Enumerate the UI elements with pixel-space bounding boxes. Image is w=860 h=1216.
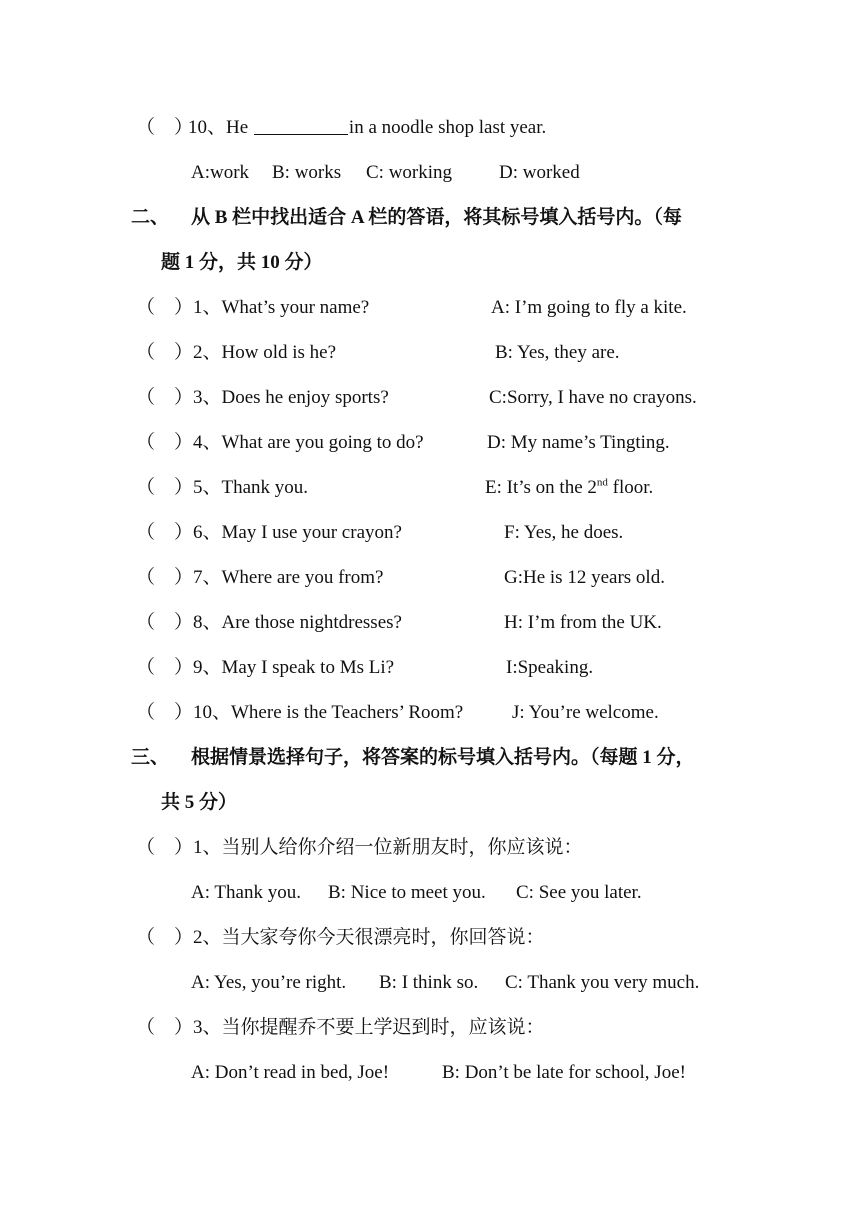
situation-3-option-b: B: Don’t be late for school, Joe! <box>442 1062 686 1083</box>
match-a-6: F: Yes, he does. <box>504 522 624 543</box>
match-q-7: （ ）7、Where are you from? <box>136 567 384 588</box>
section3-mark: 三、 <box>131 747 170 768</box>
section2-mark: 二、 <box>131 207 170 228</box>
section2-title: 从 B 栏中找出适合 A 栏的答语，将其标号填入括号内。（每 <box>191 207 682 228</box>
match-q-1: （ ）1、What’s your name? <box>136 297 370 318</box>
match-a-8: H: I’m from the UK. <box>504 612 662 633</box>
match-q-2: （ ）2、How old is he? <box>136 342 337 363</box>
match-q-3: （ ）3、Does he enjoy sports? <box>136 387 389 408</box>
match-q-5: （ ）5、Thank you. <box>136 477 309 498</box>
answer-paren[interactable]: （ ） <box>136 117 194 138</box>
q10-option-d: D: worked <box>499 162 580 183</box>
q10-option-b: B: works <box>272 162 342 183</box>
q10-question <box>136 116 546 140</box>
section2-title-cont: 题 1 分，共 10 分） <box>161 252 323 273</box>
situation-3-option-a: A: Don’t read in bed, Joe! <box>191 1062 390 1083</box>
fill-blank[interactable] <box>254 116 348 135</box>
question-text-after: in a noodle shop last year. <box>348 117 547 138</box>
section3-title-cont: 共 5 分） <box>161 792 238 813</box>
match-a-10: J: You’re welcome. <box>512 702 659 723</box>
match-a-3: C:Sorry, I have no crayons. <box>489 387 697 408</box>
match-q-6: （ ）6、May I use your crayon? <box>136 522 402 543</box>
match-a-9: I:Speaking. <box>506 657 594 678</box>
match-q-4: （ ）4、What are you going to do? <box>136 432 424 453</box>
match-a-4: D: My name’s Tingting. <box>487 432 670 453</box>
match-q-10: （ ）10、Where is the Teachers’ Room? <box>136 702 464 723</box>
q10-option-c: C: working <box>366 162 453 183</box>
situation-2-option-c: C: Thank you very much. <box>505 972 700 993</box>
match-a-5 <box>485 476 653 500</box>
match-q-9: （ ）9、May I speak to Ms Li? <box>136 657 395 678</box>
match-q-8: （ ）8、Are those nightdresses? <box>136 612 402 633</box>
match-a-5-text: E: It’s on the 2 <box>485 477 597 498</box>
situation-1-option-a: A: Thank you. <box>191 882 301 903</box>
ordinal-suffix: nd <box>596 476 608 489</box>
match-a-2: B: Yes, they are. <box>495 342 620 363</box>
question-text-before: He <box>226 117 253 138</box>
situation-2-option-a: A: Yes, you’re right. <box>191 972 347 993</box>
situation-q-3: （ ）3、当你提醒乔不要上学迟到时，应该说： <box>136 1017 545 1038</box>
match-a-1: A: I’m going to fly a kite. <box>491 297 687 318</box>
match-a-7: G:He is 12 years old. <box>504 567 665 588</box>
situation-q-2: （ ）2、当大家夸你今天很漂亮时，你回答说： <box>136 927 545 948</box>
situation-2-option-b: B: I think so. <box>379 972 479 993</box>
section3-title: 根据情景选择句子，将答案的标号填入括号内。（每题 1 分， <box>191 747 695 768</box>
question-number: 10、 <box>188 117 227 138</box>
situation-1-option-c: C: See you later. <box>516 882 642 903</box>
situation-1-option-b: B: Nice to meet you. <box>328 882 486 903</box>
situation-q-1: （ ）1、当别人给你介绍一位新朋友时，你应该说： <box>136 837 583 858</box>
q10-option-a: A:work <box>191 162 250 183</box>
match-a-5-text-end: floor. <box>607 477 654 498</box>
